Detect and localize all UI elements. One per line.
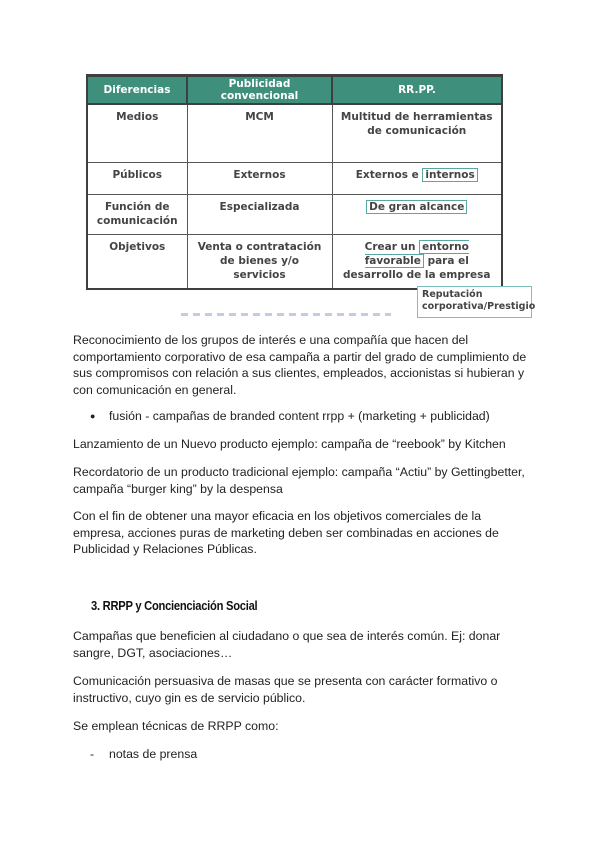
row-label: Objetivos bbox=[87, 235, 187, 290]
publicidad-cell: Externos bbox=[187, 163, 332, 195]
reputation-callout: Reputación corporativa/Prestigio bbox=[417, 286, 532, 318]
highlight-box: internos bbox=[422, 168, 477, 182]
row-label: Función de comunicación bbox=[87, 195, 187, 235]
section-heading: 3. RRPP y Concienciación Social bbox=[91, 598, 258, 613]
table-row bbox=[87, 195, 502, 235]
table-header-row bbox=[87, 76, 502, 105]
differences-table bbox=[86, 74, 503, 290]
header-diferencias: Diferencias bbox=[87, 76, 187, 105]
publicidad-cell: Especializada bbox=[187, 195, 332, 235]
rrpp-cell bbox=[332, 235, 502, 290]
bullet-icon: ● bbox=[90, 411, 96, 421]
paragraph-techniques: Se emplean técnicas de RRPP como: bbox=[73, 719, 279, 733]
highlight-box: De gran alcance bbox=[366, 200, 467, 214]
rrpp-cell bbox=[332, 163, 502, 195]
publicidad-cell: MCM bbox=[187, 104, 332, 163]
paragraph-persuasive: Comunicación persuasiva de masas que se presenta con carácter formativo o instructivo, cuyo gin es de servicio público. bbox=[73, 674, 498, 705]
rrpp-text: Crear un bbox=[364, 241, 420, 253]
row-label: Medios bbox=[87, 104, 187, 163]
list-item-press-notes: notas de prensa bbox=[109, 747, 198, 761]
differences-table-figure bbox=[86, 74, 536, 312]
row-label: Públicos bbox=[87, 163, 187, 195]
rrpp-text: para el desarrollo de la empresa bbox=[343, 255, 491, 281]
table-row bbox=[87, 235, 502, 290]
header-rrpp: RR.PP. bbox=[332, 76, 502, 105]
header-publicidad: Publicidad convencional bbox=[187, 76, 332, 105]
paragraph-launch: Lanzamiento de un Nuevo producto ejemplo: campaña de “reebook” by Kitchen bbox=[73, 437, 506, 451]
cropped-caption bbox=[181, 313, 391, 316]
table-row bbox=[87, 104, 502, 163]
table-row bbox=[87, 163, 502, 195]
dash-marker: - bbox=[90, 747, 95, 761]
rrpp-text: Externos e bbox=[355, 169, 423, 181]
publicidad-cell: Venta o contratación de bienes y/o servicios bbox=[187, 235, 332, 290]
bullet-item-fusion: fusión - campañas de branded content rrpp + (marketing + publicidad) bbox=[109, 409, 490, 423]
paragraph-reminder: Recordatorio de un producto tradicional ejemplo: campaña “Actiu” by Gettingbetter, campaña “burger king” by la despensa bbox=[73, 465, 525, 496]
rrpp-cell bbox=[332, 195, 502, 235]
paragraph-marketing: Con el fin de obtener una mayor eficacia en los objetivos comerciales de la empresa, acciones puras de marketing deben ser combinadas en acciones de Publicidad y Relaciones Públicas. bbox=[73, 509, 499, 556]
paragraph-reputation: Reconocimiento de los grupos de interés e una compañía que hacen del comportamiento corporativo de esa campaña a partir del grado de cumplimiento de sus compromisos con relación a sus clientes, empleados, accionistas si hubieran y con comunicación en general. bbox=[73, 333, 527, 397]
rrpp-cell: Multitud de herramientas de comunicación bbox=[332, 104, 502, 163]
paragraph-campaigns: Campañas que beneficien al ciudadano o que sea de interés común. Ej: donar sangre, DGT, asociaciones… bbox=[73, 629, 501, 660]
highlight-box: entorno favorable bbox=[364, 241, 469, 267]
